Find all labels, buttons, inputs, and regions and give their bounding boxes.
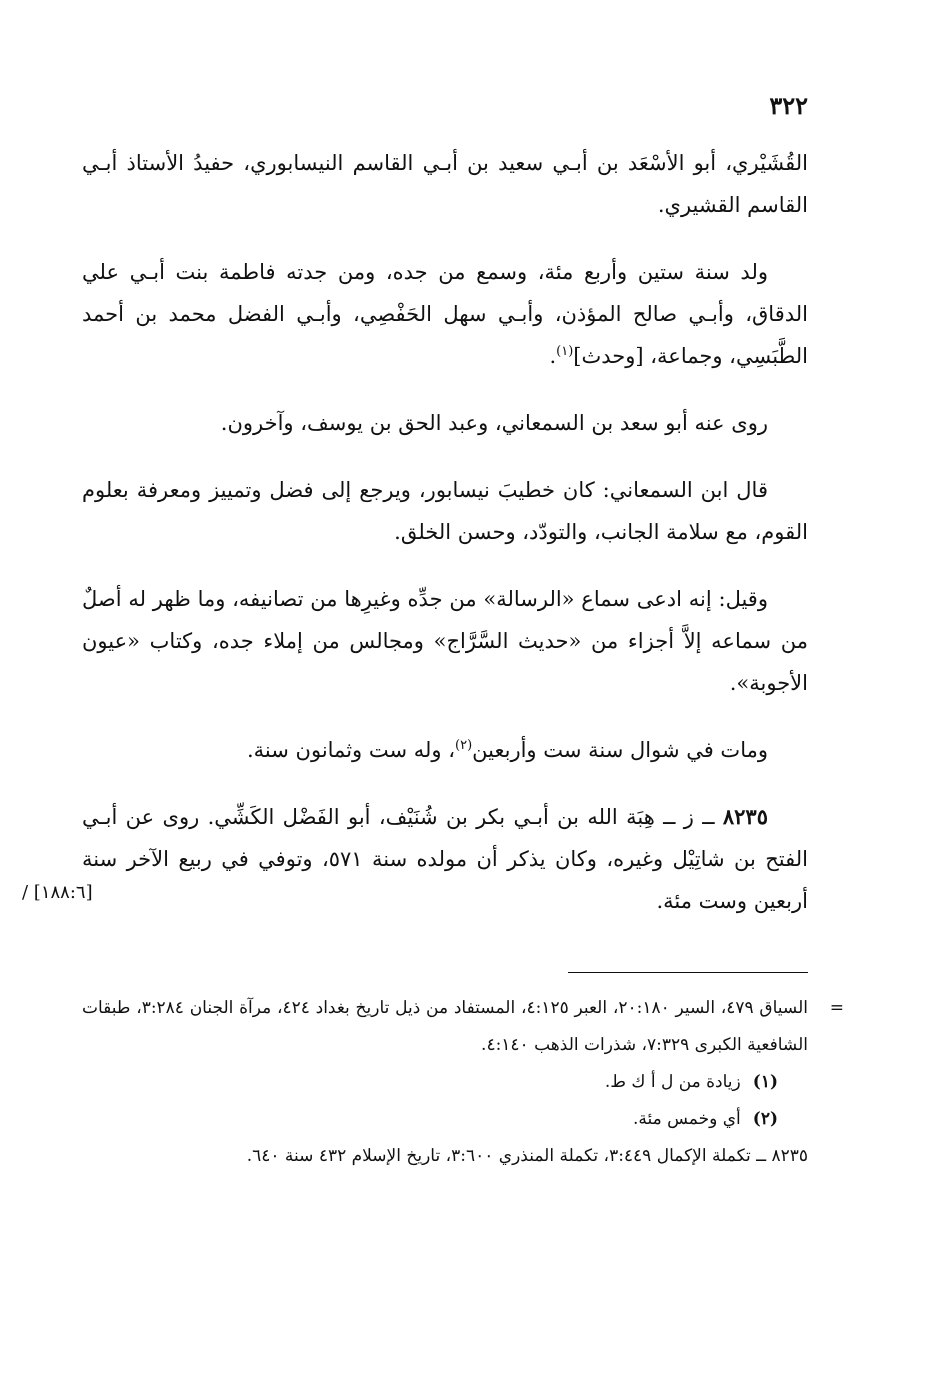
paragraph-2 xyxy=(82,251,808,377)
footnote-separator xyxy=(568,972,808,973)
footnote-1-text: زيادة من ل أ ك ط. xyxy=(604,1072,741,1092)
paragraph-6-end: ، وله ست وثمانون سنة. xyxy=(247,738,456,762)
entry-text: . روى عن أبـي الفتح بن شاتِيْل وغيره، وكان يذكر أن مولده سنة ٥٧١، وتوفي في ربيع الآخر سنة أربعين وست مئة. xyxy=(82,805,808,913)
footnote-ref-2: (٢) xyxy=(455,738,473,753)
footnote-2-number: (٢) xyxy=(752,1109,778,1129)
paragraph-6 xyxy=(82,729,808,771)
paragraph-4: قال ابن السمعاني: كان خطيبَ نيسابور، ويرجع إلى فضل وتمييز ومعرفة بعلوم القوم، مع سلامة الجانب، والتودّد، وحسن الخلق. xyxy=(82,478,808,544)
paragraph-2-end: . xyxy=(549,344,557,368)
entry-8235 xyxy=(22,796,808,922)
continuation-mark: = xyxy=(829,998,844,1018)
entry-number: ٨٢٣٥ xyxy=(722,804,768,829)
footnote-1 xyxy=(82,1064,808,1101)
document-page xyxy=(22,90,844,1319)
footnotes xyxy=(82,990,844,1175)
entry-name: هِبَة الله بن أبـي بكر بن شُنَيْف، أبو الفَضْل الكَشِّي xyxy=(214,805,655,829)
footnote-2 xyxy=(82,1101,808,1138)
paragraph-3: روى عنه أبو سعد بن السمعاني، وعبد الحق بن يوسف، وآخرون. xyxy=(220,411,768,435)
footnote-ref-1: (١) xyxy=(556,344,574,359)
entry-marker: ــ ز ــ xyxy=(654,805,723,829)
page-number: ٣٢٢ xyxy=(769,91,808,120)
paragraph-2-text: ولد سنة ستين وأربع مئة، وسمع من جده، ومن جدته فاطمة بنت أبـي علي الدقاق، وأبـي صالح المؤذن، وأبـي سهل الحَفْصِي، وأبـي الفضل محمد بن أحمد الطَّبَسِي، وجماعة، [وحدث] xyxy=(82,260,808,368)
margin-page-reference: [١٨٨:٦] / xyxy=(22,882,93,903)
paragraph-1: القُشَيْري، أبو الأسْعَد بن أبـي سعيد بن أبـي القاسم النيسابوري، حفيدُ الأستاذ أبـي القاسم القشيري. xyxy=(82,151,808,217)
footnote-entry-8235: ٨٢٣٥ ــ تكملة الإكمال ٣:٤٤٩، تكملة المنذري ٣:٦٠٠، تاريخ الإسلام ٤٣٢ سنة ٦٤٠. xyxy=(246,1146,808,1166)
footnote-2-text: أي وخمس مئة. xyxy=(632,1109,741,1129)
footnote-1-number: (١) xyxy=(752,1072,778,1092)
paragraph-5: وقيل: إنه ادعى سماع «الرسالة» من جدِّه وغيرِها من تصانيفه، وما ظهر له أصلٌ من سماعه إلاَّ أجزاء من «حديث السَّرَّاج» ومجالس من إملاء جده، وكتاب «عيون الأجوبة». xyxy=(82,587,808,695)
footnote-sources: السياق ٤٧٩، السير ٢٠:١٨٠، العبر ٤:١٢٥، المستفاد من ذيل تاريخ بغداد ٤٢٤، مرآة الجنان ٣:٢٨٤، طبقات الشافعية الكبرى ٧:٣٢٩، شذرات الذهب ٤:١٤٠. xyxy=(82,998,809,1055)
main-text xyxy=(22,142,808,947)
paragraph-6-text: ومات في شوال سنة ست وأربعين xyxy=(472,738,768,762)
